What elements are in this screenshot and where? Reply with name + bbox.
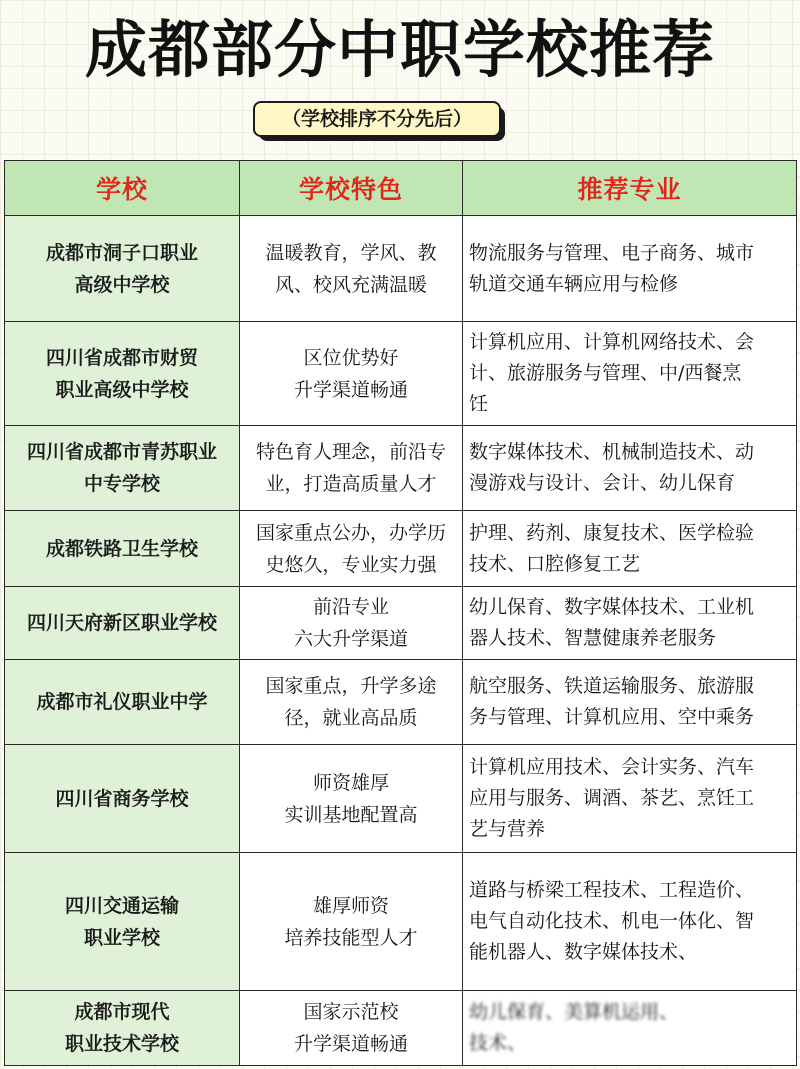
- feature-line: 风、校风充满温暖: [274, 273, 427, 296]
- majors-line: 计、旅游服务与管理、中/西餐烹: [469, 362, 742, 384]
- table-row: [5, 991, 797, 1066]
- subtitle: （学校排序不分先后）: [253, 101, 501, 137]
- header-feature: 学校特色: [240, 161, 463, 216]
- school-name-cell: [5, 216, 240, 322]
- table-header-row: [5, 161, 797, 216]
- feature-cell: [240, 991, 463, 1066]
- school-name-line: 高级中学校: [74, 273, 170, 296]
- majors-cell: [463, 660, 797, 745]
- majors-line: 能机器人、数字媒体技术、: [469, 941, 698, 963]
- school-name-line: 成都铁路卫生学校: [45, 537, 198, 560]
- school-name-line: 四川天府新区职业学校: [26, 612, 217, 634]
- header-school: 学校: [5, 161, 240, 216]
- majors-line: 器人技术、智慧健康养老服务: [469, 627, 717, 649]
- feature-cell: [240, 853, 463, 991]
- majors-line: 务与管理、计算机应用、空中乘务: [469, 706, 755, 728]
- feature-line: 培养技能型人才: [284, 926, 418, 949]
- school-name-line: 四川省成都市财贸: [45, 346, 198, 369]
- majors-cell: [463, 853, 797, 991]
- table-row: [5, 660, 797, 745]
- majors-line: 艺与营养: [469, 818, 546, 840]
- school-name-cell: [5, 426, 240, 511]
- majors-line: 计算机应用技术、会计实务、汽车: [469, 756, 755, 778]
- majors-cell: [463, 587, 797, 660]
- header-majors: 推荐专业: [463, 161, 797, 216]
- majors-line: 航空服务、铁道运输服务、旅游服: [469, 675, 755, 697]
- majors-line: 饪: [469, 393, 489, 415]
- school-name-line: 中专学校: [83, 473, 160, 495]
- table-row: [5, 322, 797, 426]
- feature-line: 区位优势好: [303, 346, 399, 369]
- page-title: 成都部分中职学校推荐: [84, 13, 715, 86]
- majors-cell: [463, 216, 797, 322]
- majors-line: 护理、药剂、康复技术、医学检验: [469, 521, 755, 544]
- table-row: [5, 745, 797, 853]
- feature-line: 师资雄厚: [312, 771, 389, 794]
- school-name-cell: [5, 511, 240, 587]
- school-name-line: 职业学校: [83, 926, 160, 949]
- school-name-line: 成都市礼仪职业中学: [36, 691, 208, 713]
- majors-line: 幼儿保育、数字媒体技术、工业机: [469, 596, 755, 618]
- subtitle-badge: [253, 101, 507, 143]
- table-row: [5, 511, 797, 587]
- school-name-line: 成都市现代: [74, 1001, 170, 1023]
- majors-cell: [463, 745, 797, 853]
- feature-cell: [240, 587, 463, 660]
- school-name-cell: [5, 745, 240, 853]
- majors-line: 轨道交通车辆应用与检修: [469, 272, 679, 295]
- school-name-cell: [5, 991, 240, 1066]
- feature-line: 径，就业高品质: [284, 707, 418, 729]
- school-name-cell: [5, 587, 240, 660]
- majors-cell: [463, 991, 797, 1066]
- school-name-line: 成都市洞子口职业: [45, 241, 198, 264]
- feature-line: 升学渠道畅通: [293, 378, 408, 401]
- majors-line: 电气自动化技术、机电一体化、智: [469, 910, 755, 932]
- feature-line: 前沿专业: [312, 596, 389, 618]
- feature-line: 业，打造高质量人才: [265, 473, 437, 495]
- majors-line: 技术、: [469, 1032, 527, 1054]
- majors-line: 物流服务与管理、电子商务、城市: [469, 241, 755, 264]
- feature-line: 史悠久，专业实力强: [265, 553, 437, 576]
- feature-line: 国家重点，升学多途: [265, 675, 437, 697]
- feature-line: 国家示范校: [303, 1001, 399, 1023]
- school-name-line: 职业高级中学校: [55, 378, 189, 401]
- table-row: [5, 853, 797, 991]
- majors-line: 应用与服务、调酒、茶艺、烹饪工: [469, 787, 755, 809]
- majors-line: 数字媒体技术、机械制造技术、动: [469, 441, 755, 463]
- feature-line: 实训基地配置高: [284, 803, 418, 826]
- table-row: [5, 216, 797, 322]
- school-name-line: 职业技术学校: [64, 1033, 179, 1055]
- feature-line: 国家重点公办，办学历: [255, 521, 446, 544]
- school-name-cell: [5, 660, 240, 745]
- majors-line: 幼儿保育、美算机运用、: [469, 1001, 679, 1023]
- table-row: [5, 587, 797, 660]
- feature-line: 特色育人理念，前沿专: [255, 441, 446, 463]
- majors-line: 技术、口腔修复工艺: [469, 552, 641, 575]
- school-name-cell: [5, 853, 240, 991]
- school-name-line: 四川省商务学校: [55, 787, 189, 810]
- school-table: [4, 160, 797, 1066]
- feature-cell: [240, 511, 463, 587]
- feature-cell: [240, 426, 463, 511]
- majors-cell: [463, 322, 797, 426]
- school-name-cell: [5, 322, 240, 426]
- majors-line: 漫游戏与设计、会计、幼儿保育: [469, 472, 736, 494]
- feature-line: 雄厚师资: [312, 894, 389, 917]
- table-row: [5, 426, 797, 511]
- feature-cell: [240, 322, 463, 426]
- majors-cell: [463, 511, 797, 587]
- feature-line: 温暖教育，学风、教: [265, 241, 437, 264]
- school-name-line: 四川省成都市青苏职业: [26, 441, 217, 463]
- majors-line: 计算机应用、计算机网络技术、会: [469, 331, 755, 353]
- majors-cell: [463, 426, 797, 511]
- feature-cell: [240, 216, 463, 322]
- feature-cell: [240, 660, 463, 745]
- majors-line: 道路与桥梁工程技术、工程造价、: [469, 879, 755, 901]
- feature-line: 升学渠道畅通: [293, 1033, 408, 1055]
- feature-cell: [240, 745, 463, 853]
- feature-line: 六大升学渠道: [293, 628, 408, 650]
- school-name-line: 四川交通运输: [64, 894, 179, 917]
